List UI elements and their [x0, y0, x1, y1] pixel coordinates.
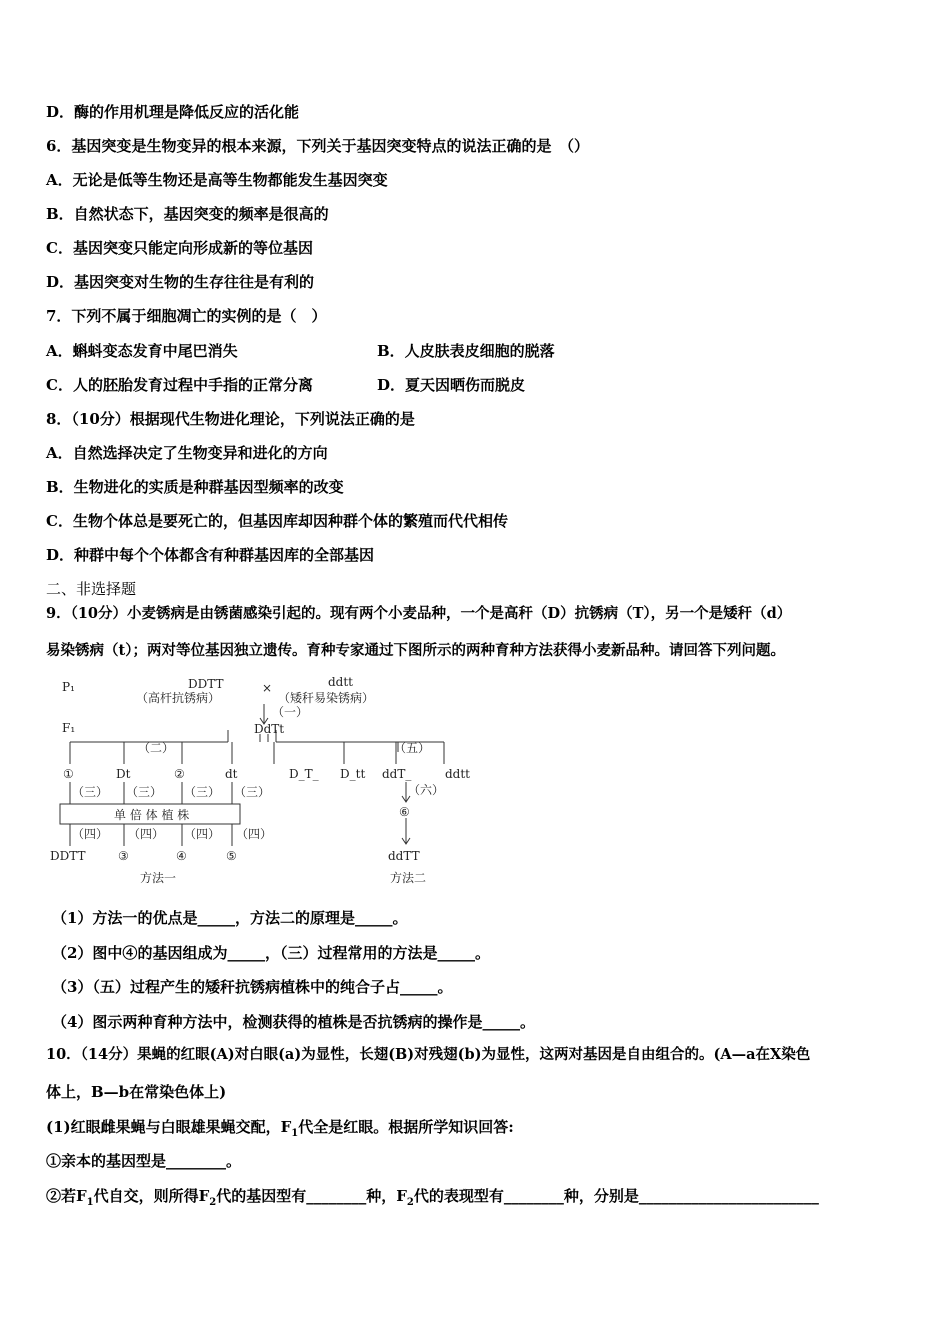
method2-type-1: D_T_: [289, 767, 319, 781]
section-heading: 二、非选择题: [46, 580, 137, 598]
step-3-label-c: （三）: [184, 785, 221, 799]
q8-option-c: C．生物个体总是要死亡的，但基因库却因种群个体的繁殖而代代相传: [46, 512, 508, 530]
parent2-genotype: ddtt: [328, 675, 354, 689]
result-2: ③: [118, 849, 129, 863]
q10-s3-sub-1: 1: [86, 1197, 94, 1208]
q6-option-d: D．基因突变对生物的生存往往是有利的: [46, 273, 315, 291]
result-1: DDTT: [50, 849, 86, 863]
step-3-label-d: （三）: [234, 785, 271, 799]
q6-option-a: A．无论是低等生物还是高等生物都能发生基因突变: [46, 171, 388, 189]
question-10-line1: 10．（14分）果蝇的红眼(A)对白眼(a)为显性，长翅(B)对残翅(b)为显性，这两对基因是自由组合的。(A—a在X染色: [46, 1046, 811, 1063]
q7-option-a: A．蝌蚪变态发育中尾巴消失: [46, 342, 238, 360]
q10-subquestion-1-part1: ①亲本的基因型是________。: [46, 1152, 242, 1170]
parent1-description: （高杆抗锈病）: [136, 691, 221, 705]
method2-type-2: D_tt: [340, 767, 366, 781]
question-9-line2: 易染锈病（t）；两对等位基因独立遗传。育种专家通过下图所示的两种育种方法获得小麦新品种。请回答下列问题。: [46, 642, 785, 659]
q8-option-d: D．种群中每个个体都含有种群基因库的全部基因: [46, 546, 375, 564]
question-6: 6．基因突变是生物变异的根本来源，下列关于基因突变特点的说法正确的是 （）: [46, 137, 589, 155]
step-4-label-a: （四）: [72, 827, 109, 841]
q7-option-d: D．夏天因晒伤而脱皮: [377, 376, 526, 394]
q9-subquestion-2: （2）图中④的基因组成为_____，（三）过程常用的方法是_____。: [52, 944, 490, 962]
question-7: 7．下列不属于细胞凋亡的实例的是（ ）: [46, 307, 327, 325]
q7-option-c: C．人的胚胎发育过程中手指的正常分离: [46, 376, 313, 394]
haploid-plants-label: 单 倍 体 植 株: [114, 808, 190, 822]
q8-option-a: A．自然选择决定了生物变异和进化的方向: [46, 444, 328, 462]
cross-symbol: ×: [262, 681, 273, 695]
gamete-2: Dt: [116, 767, 131, 781]
gamete-1: ①: [63, 767, 74, 781]
q9-subquestion-4: （4）图示两种育种方法中，检测获得的植株是否抗锈病的操作是_____。: [52, 1013, 535, 1031]
q9-subquestion-3: （3）（五）过程产生的矮秆抗锈病植株中的纯合子占_____。: [52, 978, 453, 996]
q10-s3-text-d: 代的表现型有________种，分别是________________________: [413, 1187, 819, 1205]
breeding-diagram: [50, 674, 490, 890]
step-1-label: （一）: [272, 705, 309, 719]
step-4-label-b: （四）: [128, 827, 165, 841]
step-3-label-a: （三）: [72, 785, 109, 799]
step-6-label: （六）: [408, 783, 445, 797]
f1-label: F₁: [62, 721, 76, 735]
q10-s1-text-a: (1)红眼雌果蝇与白眼雄果蝇交配，F: [46, 1118, 292, 1136]
q10-subquestion-1: [46, 1117, 514, 1144]
question-8: 8．（10分）根据现代生物进化理论，下列说法正确的是: [46, 410, 415, 428]
q10-s3-sub-2: 2: [209, 1197, 217, 1208]
parent2-description: （矮秆易染锈病）: [278, 691, 375, 705]
step-3-label-b: （三）: [126, 785, 163, 799]
method2-result: ddTT: [388, 849, 420, 863]
question-9-line1: 9．（10分）小麦锈病是由锈菌感染引起的。现有两个小麦品种，一个是高秆（D）抗锈病（T），另一个是矮秆（d）: [46, 605, 792, 622]
q10-s1-sub: 1: [291, 1128, 299, 1139]
f1-genotype: DdTt: [254, 722, 285, 736]
step-5-label: （五）: [394, 741, 431, 755]
result-4: ⑤: [226, 849, 237, 863]
gamete-4: dt: [225, 767, 238, 781]
method-1-label: 方法一: [140, 871, 177, 885]
parent1-genotype: DDTT: [188, 677, 224, 691]
q6-option-c: C．基因突变只能定向形成新的等位基因: [46, 239, 313, 257]
q10-s3-text-c: 代的基因型有________种，F: [216, 1187, 407, 1205]
q6-option-b: B．自然状态下，基因突变的频率是很高的: [46, 205, 329, 223]
step-4-label-d: （四）: [236, 827, 273, 841]
gamete-3: ②: [174, 767, 185, 781]
question-10-line2: 体上，B—b在常染色体上): [46, 1083, 227, 1101]
method-2-label: 方法二: [390, 871, 427, 885]
option-d-enzyme: D．酶的作用机理是降低反应的活化能: [46, 103, 300, 121]
q10-subquestion-1-part2: [46, 1186, 819, 1213]
step-4-label-c: （四）: [184, 827, 221, 841]
q10-s3-text-b: 代自交，则所得F: [93, 1187, 210, 1205]
q7-option-b: B．人皮肤表皮细胞的脱落: [377, 342, 555, 360]
method2-type-3: ddT_: [382, 767, 412, 781]
q10-s3-sub-3: 2: [406, 1197, 414, 1208]
method2-type-4: ddtt: [445, 767, 471, 781]
p1-label: P₁: [62, 680, 75, 694]
q10-s1-text-b: 代全是红眼。根据所学知识回答:: [298, 1118, 514, 1136]
q10-s3-text-a: ②若F: [46, 1187, 87, 1205]
q8-option-b: B．生物进化的实质是种群基因型频率的改变: [46, 478, 344, 496]
step-2-label: （二）: [138, 741, 175, 755]
gamete-6: ⑥: [399, 805, 410, 819]
result-3: ④: [176, 849, 187, 863]
q9-subquestion-1: （1）方法一的优点是_____，方法二的原理是_____。: [52, 909, 408, 927]
